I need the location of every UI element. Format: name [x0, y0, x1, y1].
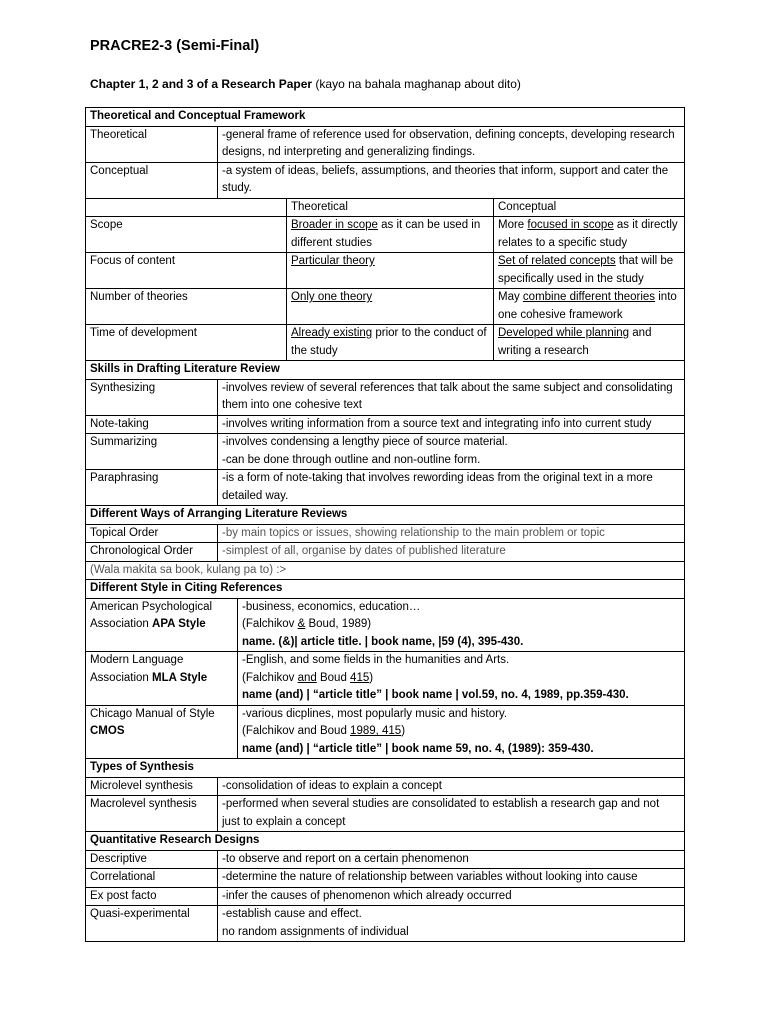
table-row: [85, 416, 685, 435]
table-row: [85, 217, 685, 253]
empty-cell: [86, 199, 286, 217]
section-header-skills: [85, 361, 685, 380]
underlined-text: &: [297, 618, 306, 630]
theoretical-cell: [286, 289, 493, 324]
theoretical-cell: [286, 325, 493, 360]
row-label: Summarizing: [90, 436, 158, 448]
conceptual-cell: [493, 325, 684, 360]
theoretical-cell: [286, 253, 493, 288]
subtitle-bold: Chapter 1, 2 and 3 of a Research Paper: [90, 77, 313, 91]
table-row: [85, 380, 685, 416]
definition-line: [242, 723, 680, 741]
column-header-conceptual: Conceptual: [493, 199, 684, 217]
cell-text: May: [498, 291, 523, 303]
label-line: [90, 616, 233, 634]
table-row: [85, 562, 685, 581]
row-label: Number of theories: [90, 291, 188, 303]
row-label: [86, 652, 237, 705]
row-label: [86, 706, 237, 759]
row-definition: -performed when several studies are consolidated to establish a research gap and not just to explain a concept: [217, 796, 684, 831]
row-label: Ex post facto: [90, 889, 157, 902]
citation-text: (Falchikov: [242, 618, 298, 630]
underlined-text: Already existing: [291, 327, 373, 339]
row-label: Focus of content: [90, 255, 176, 267]
row-label: Paraphrasing: [90, 472, 159, 484]
citation-format: name (and) | “article title” | book name | vol.59, no. 4, 1989, pp.359-430.: [242, 689, 629, 701]
row-label: Theoretical: [90, 128, 147, 141]
citation-format: name (and) | “article title” | book name 59, no. 4, (1989): 359-430.: [242, 742, 594, 755]
citation-text: ): [369, 671, 374, 684]
column-header-theoretical: Theoretical: [286, 199, 493, 217]
citation-format: name. (&)| article title. | book name, |59 (4), 395-430.: [242, 635, 524, 648]
definition-line: -involves condensing a lengthy piece of source material.: [222, 436, 508, 448]
row-label: Correlational: [90, 871, 156, 883]
row-definition: -a system of ideas, beliefs, assumptions, and theories that inform, support and cater the study.: [217, 163, 684, 198]
label-line: Chicago Manual of Style: [90, 707, 215, 720]
row-definition: -by main topics or issues, showing relationship to the main problem or topic: [217, 525, 684, 543]
table-row: [85, 906, 685, 942]
table-row: [85, 525, 685, 544]
table-row: [85, 888, 685, 907]
definition-line: -English, and some fields in the humanities and Arts.: [242, 654, 510, 666]
cell-text: into one cohesive framework: [498, 291, 677, 321]
row-definition: -involves writing information from a source text and integrating info into current study: [217, 416, 684, 434]
style-name: APA Style: [152, 618, 206, 630]
row-label: Microlevel synthesis: [90, 779, 193, 792]
section-header-designs: [85, 832, 685, 851]
row-label: Descriptive: [90, 852, 147, 865]
table-row: [85, 869, 685, 888]
conceptual-cell: [493, 217, 684, 252]
table-row: [85, 325, 685, 361]
definition-line: no random assignments of individual: [222, 925, 409, 938]
table-row: [85, 543, 685, 562]
definition-line: -establish cause and effect.: [222, 908, 362, 920]
definition-line: [242, 670, 680, 688]
row-definition: -involves review of several references that talk about the same subject and consolidating them into one cohesive text: [217, 380, 684, 415]
row-label: Scope: [90, 219, 123, 231]
subtitle-note: (kayo na bahala maghanap about dito): [312, 77, 521, 91]
table-row: [85, 163, 685, 199]
table-row: [85, 470, 685, 506]
cell-text: that will be specifically used in the study: [498, 255, 674, 285]
row-definition: [237, 706, 684, 759]
section-header-label: Theoretical and Conceptual Framework: [90, 110, 306, 122]
underlined-text: Only one theory: [291, 291, 373, 303]
table-row: [85, 434, 685, 470]
row-definition: -infer the causes of phenomenon which already occurred: [217, 888, 684, 906]
row-label: [86, 599, 237, 652]
section-header-label: Skills in Drafting Literature Review: [90, 363, 280, 375]
row-label: Time of development: [90, 327, 197, 339]
row-label: Note-taking: [90, 417, 149, 430]
row-label: Topical Order: [90, 526, 159, 539]
row-label: Chronological Order: [90, 545, 193, 557]
underlined-text: Particular theory: [291, 255, 375, 267]
table-row: [85, 599, 685, 653]
underlined-text: 415: [350, 671, 370, 684]
underlined-text: Broader in scope: [291, 219, 378, 231]
row-label: Synthesizing: [90, 381, 156, 394]
conceptual-cell: [493, 289, 684, 324]
citation-text: (Falchikov: [242, 671, 298, 684]
row-label: Quasi-experimental: [90, 908, 190, 920]
document-subtitle: [90, 77, 521, 91]
table-row: [85, 289, 685, 325]
row-label: Conceptual: [90, 164, 149, 177]
row-definition: [217, 434, 684, 469]
section-header-arranging: [85, 506, 685, 525]
definition-line: [242, 616, 680, 634]
row-definition: [237, 599, 684, 652]
underlined-text: 1989, 415: [350, 725, 402, 737]
citation-text: Boud, 1989): [305, 618, 372, 630]
cell-text: and writing a research: [498, 327, 652, 357]
definition-line: -business, economics, education…: [242, 600, 421, 613]
row-definition: -is a form of note-taking that involves rewording ideas from the original text in a more detailed way.: [217, 470, 684, 505]
table-row: [85, 778, 685, 797]
row-definition: [237, 652, 684, 705]
style-name: MLA Style: [152, 671, 208, 684]
page-title: PRACRE2-3 (Semi-Final): [90, 38, 260, 54]
citation-text: (Falchikov and Boud: [242, 725, 351, 737]
section-header-label: Different Style in Citing References: [90, 582, 283, 594]
table-row: [85, 253, 685, 289]
definition-line: -can be done through outline and non-outline form.: [222, 453, 481, 466]
section-header-label: Quantitative Research Designs: [90, 834, 260, 846]
section-header-label: Types of Synthesis: [90, 761, 194, 773]
row-definition: -consolidation of ideas to explain a concept: [217, 778, 684, 796]
label-line: American Psychological: [90, 600, 213, 613]
section-header-label: Different Ways of Arranging Literature Reviews: [90, 508, 348, 520]
underlined-text: combine different theories: [522, 291, 656, 303]
row-definition: [217, 906, 684, 941]
underlined-text: and: [297, 671, 317, 684]
label-line: [90, 670, 233, 688]
underlined-text: Developed while planning: [498, 327, 630, 339]
row-definition: -determine the nature of relationship between variables without looking into cause: [217, 869, 684, 887]
citation-text: ): [401, 725, 406, 737]
table-row: [85, 652, 685, 706]
table-row: [85, 851, 685, 870]
conceptual-cell: [493, 253, 684, 288]
underlined-text: Set of related concepts: [498, 255, 616, 267]
row-definition: -to observe and report on a certain phenomenon: [217, 851, 684, 869]
comparison-header-row: [85, 199, 685, 218]
row-label: Macrolevel synthesis: [90, 798, 197, 810]
notes-table: [85, 107, 685, 942]
cell-text: as it can be used in different studies: [291, 219, 481, 249]
definition-line: -various dicplines, most popularly music and history.: [242, 707, 508, 720]
cell-text: prior to the conduct of the study: [291, 327, 487, 357]
row-definition: -simplest of all, organise by dates of published literature: [217, 543, 684, 561]
section-header-citing: [85, 580, 685, 599]
cell-text: More: [498, 219, 528, 231]
cell-text: as it directly relates to a specific study: [498, 219, 678, 249]
underlined-text: focused in scope: [527, 219, 614, 231]
note-text: (Wala makita sa book, kulang pa to) :>: [90, 563, 287, 576]
row-definition: -general frame of reference used for observation, defining concepts, developing research designs, nd interpreting and generalizing findings.: [217, 127, 684, 162]
theoretical-cell: [286, 217, 493, 252]
label-line: Modern Language: [90, 654, 184, 666]
table-row: [85, 127, 685, 163]
style-name: CMOS: [90, 725, 125, 737]
section-header-synthesis: [85, 759, 685, 778]
table-row: [85, 796, 685, 832]
label-text: Association: [90, 618, 153, 630]
table-row: [85, 706, 685, 760]
label-text: Association: [90, 671, 153, 684]
citation-text: Boud: [316, 671, 351, 684]
section-header-framework: [85, 107, 685, 127]
